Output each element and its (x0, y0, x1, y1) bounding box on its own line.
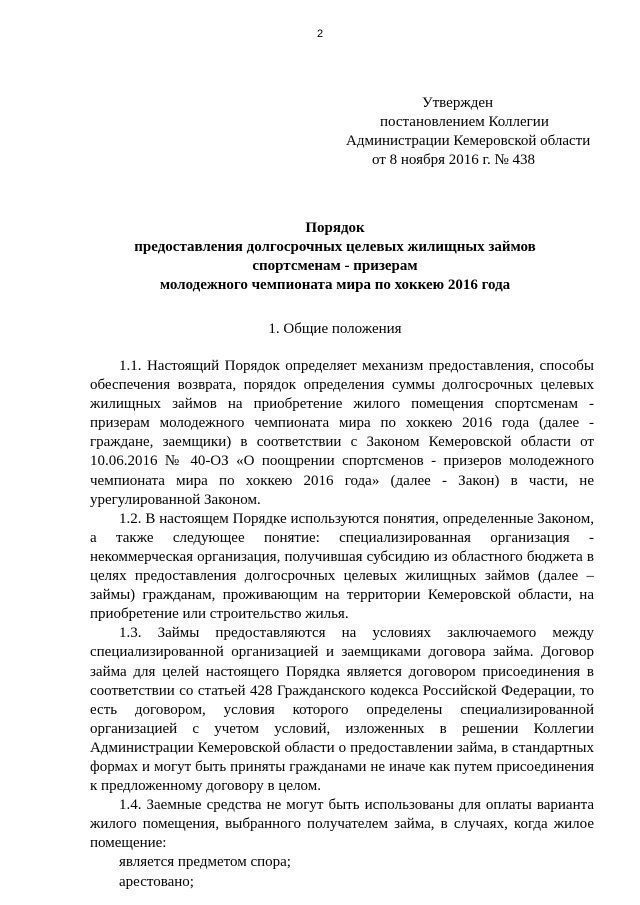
approval-line-approved: Утвержден (422, 95, 494, 111)
list-item-dispute: является предметом спора; (119, 854, 291, 871)
paragraph-1-3: 1.3. Займы предоставляются на условиях заключаемого между специализированной организацией и заемщиками договора займа. Договор займа для целей настоящего Порядка является договором присоединения в соответствии со статьей 428 Гражданского кодекса Российской Федерации, то есть договором, условия которого определены специализированной организацией с учетом условий, изложенных в решении Коллегии Администрации Кемеровской области о предоставлении займа, в стандартных формах и могут быть приняты гражданами не иначе как путем присоединения к предложенному договору в целом. (90, 625, 594, 795)
title-line-4: молодежного чемпионата мира по хоккею 2016 года (159, 277, 511, 293)
document-body (90, 357, 594, 892)
paragraph-1-2: 1.2. В настоящем Порядке используются понятия, определенные Законом, а также следующее понятие: специализированная организация - некоммерческая организация, получившая субсидию из областного бюджета в целях предоставления долгосрочных целевых жилищных займов (далее – займы) гражданам, проживающим на территории Кемеровской области, на приобретение или строительство жилья. (90, 510, 594, 623)
title-line-1: Порядок (305, 220, 365, 236)
document-title (90, 219, 580, 295)
approval-block (340, 94, 610, 170)
title-line-3: спортсменам - призерам (252, 258, 418, 274)
list-item-arrested: арестовано; (119, 873, 194, 890)
approval-line-administration: Администрации Кемеровской области (346, 133, 591, 149)
paragraph-1-1: 1.1. Настоящий Порядок определяет механизм предоставления, способы обеспечения возврата, порядок определения суммы долгосрочных целевых жилищных займов на приобретение жилого помещения спортсменам - призерам молодежного чемпионата мира по хоккею 2016 года (далее - граждане, заемщики) в соответствии с Законом Кемеровской области от 10.06.2016 № 40-ОЗ «О поощрении спортсменов - призеров молодежного чемпионата мира по хоккею 2016 года» (далее - Закон) в части, не урегулированной Законом. (90, 358, 594, 508)
approval-line-date: от 8 ноября 2016 г. № 438 (372, 152, 536, 168)
paragraph-1-4: 1.4. Заемные средства не могут быть использованы для оплаты варианта жилого помещения, выбранного получателем займа, в случаях, когда жилое помещение: (90, 797, 594, 852)
page-number: 2 (316, 28, 324, 40)
section-heading: 1. Общие положения (268, 321, 402, 337)
title-line-2: предоставления долгосрочных целевых жилищных займов (134, 239, 536, 255)
approval-line-resolution: постановлением Коллегии (380, 114, 549, 130)
